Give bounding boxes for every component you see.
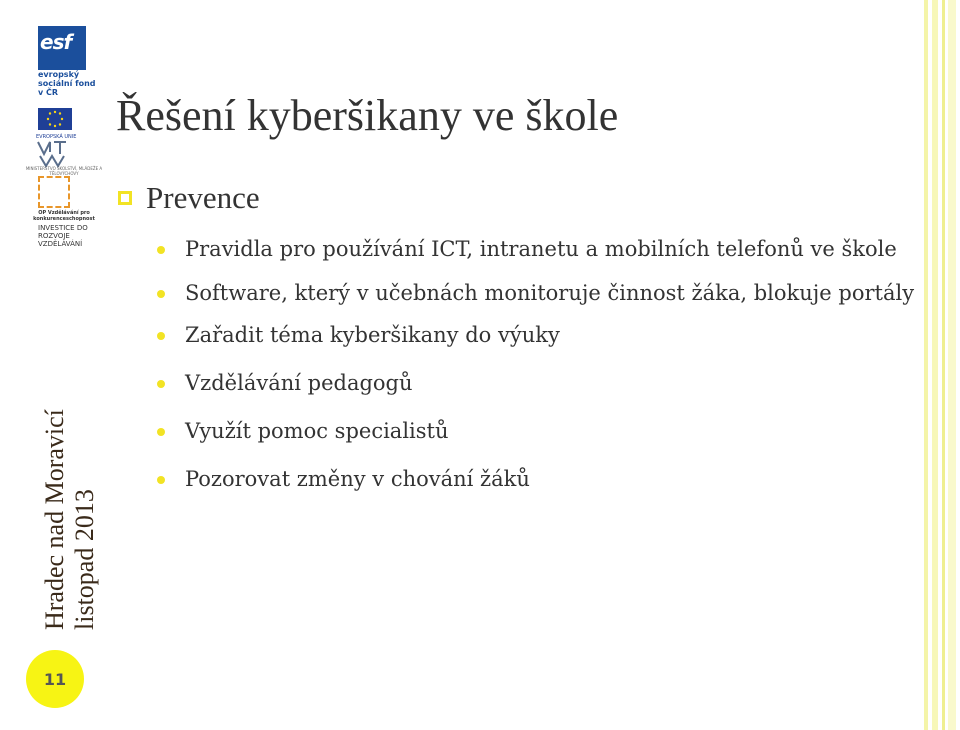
side-caption-line1: Hradec nad Moravicí	[40, 409, 69, 630]
sponsor-logos	[18, 18, 103, 248]
bullet-dot-icon	[157, 246, 165, 254]
msmt-caption: MINISTERSTVO ŠKOLSTVÍ, MLÁDEŽE A TĚLOVÝCHOVY	[25, 166, 103, 176]
invest-caption: INVESTICE DO ROZVOJE VZDĚLÁVÁNÍ	[38, 224, 88, 248]
bullet-dot-icon	[157, 380, 165, 388]
side-caption	[40, 390, 100, 630]
list-item-text: Pravidla pro používání ICT, intranetu a mobilních telefonů ve škole	[185, 237, 897, 261]
bullet-dot-icon	[157, 428, 165, 436]
op-logo-icon	[38, 176, 70, 208]
list-item	[155, 234, 915, 264]
side-caption-line2: listopad 2013	[70, 489, 99, 630]
section-heading	[118, 180, 260, 216]
list-item-text: Vzdělávání pedagogů	[185, 371, 413, 395]
eu-flag-icon	[38, 108, 72, 130]
page-number: 11	[26, 650, 84, 708]
slide-title: Řešení kyberšikany ve škole	[116, 91, 619, 140]
list-item-text: Software, který v učebnách monitoruje činnost žáka, blokuje portály	[185, 281, 915, 305]
list-item-text: Pozorovat změny v chování žáků	[185, 467, 530, 491]
list-item	[155, 464, 915, 494]
bullet-list	[155, 234, 915, 494]
list-item	[155, 278, 915, 308]
section-label: Prevence	[146, 180, 260, 215]
bullet-dot-icon	[157, 290, 165, 298]
esf-logo-text: esf	[40, 30, 72, 54]
list-item-text: Využít pomoc specialistů	[185, 419, 449, 443]
msmt-logo-icon	[36, 140, 68, 168]
bullet-dot-icon	[157, 332, 165, 340]
list-item-text: Zařadit téma kyberšikany do výuky	[185, 323, 560, 347]
bullet-dot-icon	[157, 476, 165, 484]
decorative-stripes	[920, 0, 960, 730]
op-caption: OP Vzdělávání pro konkurenceschopnost	[33, 210, 95, 222]
eu-caption: EVROPSKÁ UNIE	[36, 134, 77, 140]
hollow-square-bullet-icon	[118, 191, 132, 205]
list-item	[155, 368, 915, 398]
list-item	[155, 320, 915, 350]
list-item	[155, 416, 915, 446]
esf-caption: evropský sociální fond v ČR	[38, 70, 96, 97]
